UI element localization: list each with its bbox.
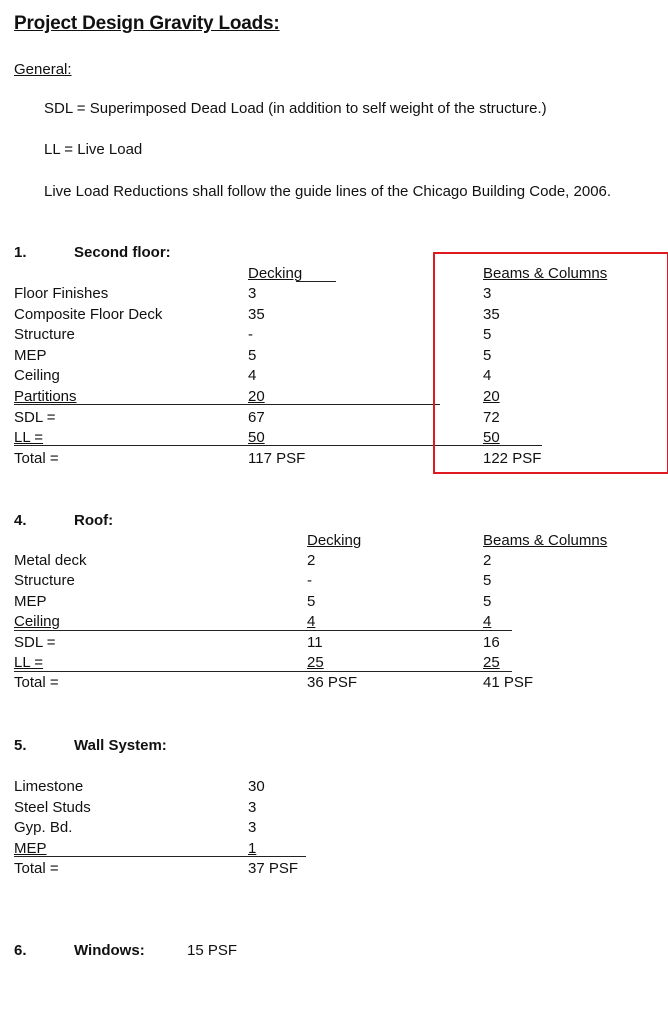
table-row-beams: 20 xyxy=(483,388,500,405)
table-row-label: SDL = xyxy=(14,634,56,651)
table-row-label: Partitions xyxy=(14,388,77,405)
decking-header-underline-extension xyxy=(296,281,336,282)
table-row-label: LL = xyxy=(14,429,44,446)
table-row-decking: 117 PSF xyxy=(248,450,306,467)
table-row-decking: 50 xyxy=(248,429,265,446)
table-row-label: Structure xyxy=(14,572,75,589)
roof-beams-header: Beams & Columns xyxy=(483,532,608,549)
table-row-value: 37 PSF xyxy=(248,860,299,877)
table-row-beams: 5 xyxy=(483,572,492,589)
table-row-label: LL = xyxy=(14,654,44,671)
table-row-label: MEP xyxy=(14,347,47,364)
table-row-label: Structure xyxy=(14,326,75,343)
table-row-value: 3 xyxy=(248,819,257,836)
table-row-decking: 5 xyxy=(307,593,316,610)
table-row-decking: 11 xyxy=(307,634,323,651)
table-row-decking: 36 PSF xyxy=(307,674,358,691)
table-row-decking: 3 xyxy=(248,285,257,302)
table-row-label: Total = xyxy=(14,450,59,467)
page-title: Project Design Gravity Loads: xyxy=(14,13,280,34)
table-row-label: Total = xyxy=(14,674,59,691)
table-row-beams: 16 xyxy=(483,634,500,651)
table-row-label: Limestone xyxy=(14,778,84,795)
second-floor-sdl-rule xyxy=(14,404,440,405)
second-floor-decking-header: Decking xyxy=(248,265,303,282)
table-row-beams: 35 xyxy=(483,306,500,323)
windows-value: 15 PSF xyxy=(187,942,238,959)
wall-total-rule xyxy=(14,856,306,857)
table-row-decking: 2 xyxy=(307,552,316,569)
table-row-label: SDL = xyxy=(14,409,56,426)
table-row-beams: 5 xyxy=(483,593,492,610)
table-row-label: Ceiling xyxy=(14,613,60,630)
second-floor-beams-header: Beams & Columns xyxy=(483,265,608,282)
roof-sdl-rule xyxy=(14,630,512,631)
table-row-value: 30 xyxy=(248,778,265,795)
section-4-heading: Roof: xyxy=(74,512,114,529)
table-row-decking: 20 xyxy=(248,388,265,405)
table-row-label: MEP xyxy=(14,593,47,610)
table-row-decking: - xyxy=(307,572,312,589)
table-row-beams: 41 PSF xyxy=(483,674,534,691)
table-row-beams: 4 xyxy=(483,613,492,630)
table-row-beams: 5 xyxy=(483,347,492,364)
table-row-decking: 5 xyxy=(248,347,257,364)
table-row-label: Steel Studs xyxy=(14,799,91,816)
section-5-number: 5. xyxy=(14,737,27,754)
table-row-value: 3 xyxy=(248,799,257,816)
general-line-ll: LL = Live Load xyxy=(44,141,143,158)
table-row-label: Ceiling xyxy=(14,367,60,384)
section-4-number: 4. xyxy=(14,512,27,529)
table-row-beams: 72 xyxy=(483,409,500,426)
table-row-decking: 67 xyxy=(248,409,265,426)
table-row-value: 1 xyxy=(248,840,257,857)
table-row-beams: 5 xyxy=(483,326,492,343)
general-line-reductions: Live Load Reductions shall follow the guide lines of the Chicago Building Code, 2006. xyxy=(44,183,612,200)
table-row-beams: 4 xyxy=(483,367,492,384)
roof-decking-header: Decking xyxy=(307,532,362,549)
table-row-beams: 2 xyxy=(483,552,492,569)
section-5-heading: Wall System: xyxy=(74,737,167,754)
table-row-decking: 25 xyxy=(307,654,324,671)
table-row-label: MEP xyxy=(14,840,47,857)
table-row-decking: 35 xyxy=(248,306,265,323)
section-6-number: 6. xyxy=(14,942,27,959)
table-row-label: Composite Floor Deck xyxy=(14,306,163,323)
table-row-decking: 4 xyxy=(248,367,257,384)
table-row-label: Floor Finishes xyxy=(14,285,109,302)
table-row-label: Total = xyxy=(14,860,59,877)
highlight-box xyxy=(433,252,668,474)
section-1-number: 1. xyxy=(14,244,27,261)
table-row-beams: 3 xyxy=(483,285,492,302)
table-row-beams: 50 xyxy=(483,429,500,446)
table-row-decking: - xyxy=(248,326,253,343)
table-row-label: Metal deck xyxy=(14,552,87,569)
table-row-decking: 4 xyxy=(307,613,316,630)
section-1-heading: Second floor: xyxy=(74,244,171,261)
table-row-beams: 25 xyxy=(483,654,500,671)
section-6-heading: Windows: xyxy=(74,942,145,959)
general-line-sdl: SDL = Superimposed Dead Load (in addition to self weight of the structure.) xyxy=(44,100,547,117)
table-row-label: Gyp. Bd. xyxy=(14,819,73,836)
table-row-beams: 122 PSF xyxy=(483,450,542,467)
roof-total-rule xyxy=(14,671,512,672)
general-heading: General: xyxy=(14,61,72,78)
